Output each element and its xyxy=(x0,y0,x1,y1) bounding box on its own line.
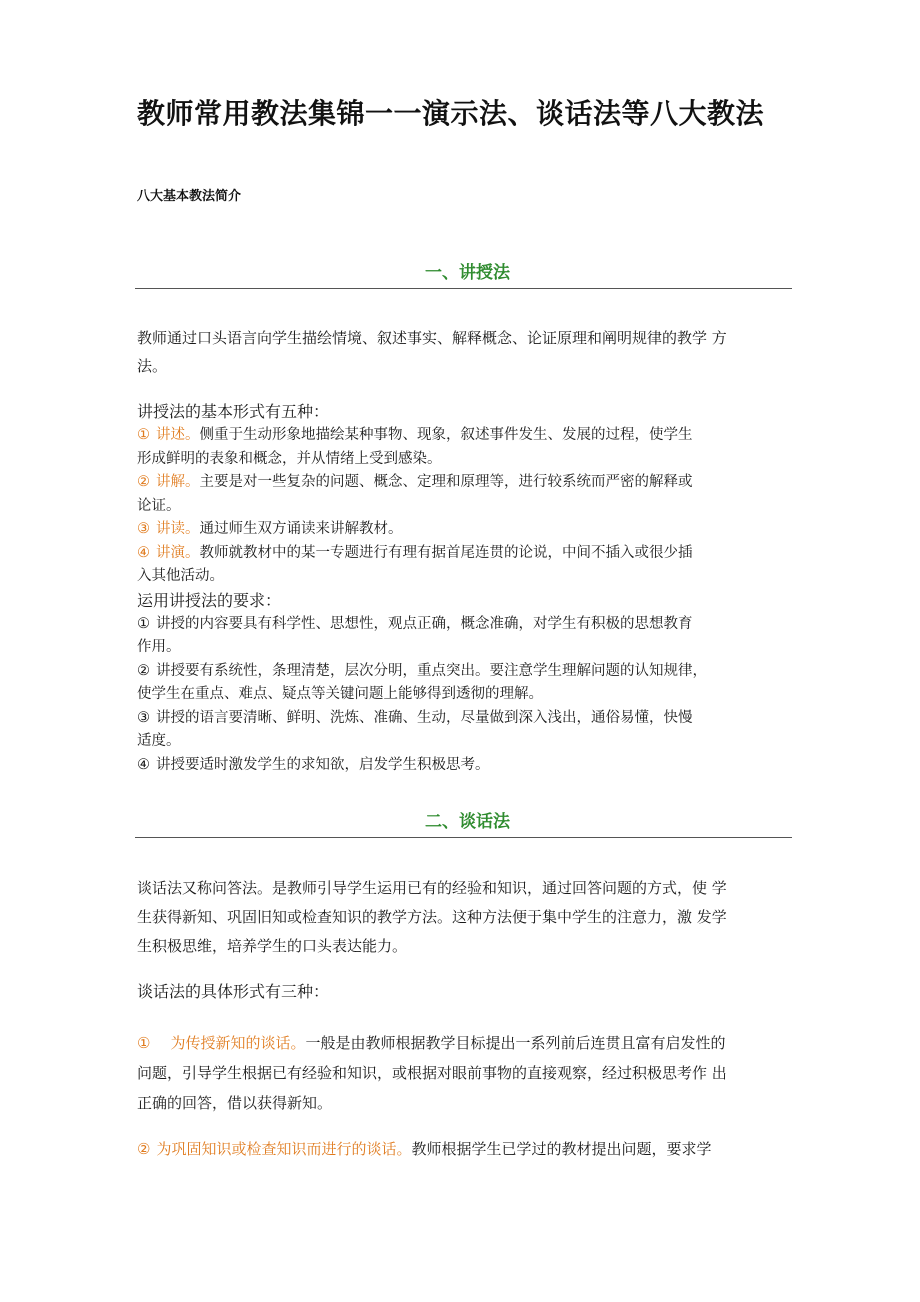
list-item-continuation: 使学生在重点、难点、疑点等关键问题上能够得到透彻的理解。 xyxy=(137,686,543,702)
list-item-text: 讲授要有系统性，条理清楚，层次分明，重点突出。要注意学生理解问题的认知规律， xyxy=(156,662,707,679)
requirements-lead: 运用讲授法的要求： xyxy=(137,590,282,610)
list-item-continuation: 论证。 xyxy=(137,497,181,514)
list-marker: ③ xyxy=(137,521,150,537)
list-marker: ② xyxy=(137,474,150,490)
list-item-text: 一般是由教师根据教学目标提出一系列前后连贯且富有启发性的 xyxy=(305,1034,726,1052)
list-item-text: 讲授要适时激发学生的求知欲，启发学生积极思考。 xyxy=(156,756,490,773)
paragraph-line: 教师通过口头语言向学生描绘情境、叙述事实、解释概念、论证原理和阐明规律的教学 方 xyxy=(137,329,727,347)
conversation-forms-lead: 谈话法的具体形式有三种： xyxy=(137,982,330,1001)
list-item-continuation: 作用。 xyxy=(137,639,181,655)
document-title: 教师常用教法集锦一一演示法、谈话法等八大教法 xyxy=(137,97,765,130)
lecture-forms-list xyxy=(137,400,789,777)
form-term: 讲读。 xyxy=(156,521,200,537)
form-term: 为传授新知的谈话。 xyxy=(170,1034,306,1052)
list-marker: ① xyxy=(137,1034,151,1052)
section-heading-conversation xyxy=(135,811,792,838)
section-heading-text: 二、谈话法 xyxy=(425,812,510,832)
paragraph-line: 生获得新知、巩固旧知或检查知识的教学方法。这种方法便于集中学生的注意力，激 发学 xyxy=(137,908,727,926)
paragraph-line: 生积极思维，培养学生的口头表达能力。 xyxy=(137,937,408,955)
forms-lead: 讲授法的基本形式有五种： xyxy=(137,402,330,421)
list-item-text: 讲授的语言要清晰、鲜明、洗炼、准确、生动，尽量做到深入浅出，通俗易懂，快慢 xyxy=(156,709,693,726)
section-heading-text: 一、讲授法 xyxy=(425,263,510,283)
list-marker: ② xyxy=(137,1140,151,1158)
list-item xyxy=(137,471,789,495)
lecture-intro xyxy=(137,324,789,380)
document-subtitle: 八大基本教法简介 xyxy=(137,189,242,204)
list-item-text: 教师就教材中的某一专题进行有理有据首尾连贯的论说，中间不插入或很少插 xyxy=(199,544,693,561)
conversation-intro xyxy=(137,874,789,961)
paragraph-line: 法。 xyxy=(137,357,168,375)
list-item xyxy=(137,424,789,448)
form-term: 讲演。 xyxy=(156,544,200,561)
list-item xyxy=(137,1135,789,1163)
list-item-continuation: 适度。 xyxy=(137,733,181,749)
list-item-text: 教师根据学生已学过的教材提出问题，要求学 xyxy=(411,1140,712,1158)
list-marker: ④ xyxy=(137,544,150,561)
list-marker: ③ xyxy=(137,709,150,726)
list-item-text: 侧重于生动形象地描绘某种事物、现象，叙述事件发生、发展的过程，使学生 xyxy=(199,427,693,443)
section-heading-lecture xyxy=(135,262,792,289)
list-item xyxy=(137,754,789,778)
conversation-form-2 xyxy=(137,1135,789,1163)
list-item-text: 讲授的内容要具有科学性、思想性，观点正确，概念准确，对学生有积极的思想教育 xyxy=(156,615,693,632)
list-item-text: 主要是对一些复杂的问题、概念、定理和原理等，进行较系统而严密的解释或 xyxy=(199,474,693,490)
list-item-text: 通过师生双方诵读来讲解教材。 xyxy=(199,521,403,537)
list-item xyxy=(137,613,789,637)
list-marker: ② xyxy=(137,662,150,679)
list-item xyxy=(137,707,789,731)
form-term: 为巩固知识或检查知识而进行的谈话。 xyxy=(156,1140,412,1158)
list-marker: ① xyxy=(137,427,150,443)
list-item xyxy=(137,542,789,566)
paragraph-line: 谈话法又称问答法。是教师引导学生运用已有的经验和知识，通过回答问题的方式，使 学 xyxy=(137,879,727,897)
list-item xyxy=(137,518,789,542)
list-marker: ① xyxy=(137,615,150,632)
list-item-continuation: 问题，引导学生根据已有经验和知识，或根据对眼前事物的直接观察，经过积极思考作 出 xyxy=(137,1064,727,1082)
list-item xyxy=(137,1028,789,1058)
form-term: 讲述。 xyxy=(156,427,200,443)
form-term: 讲解。 xyxy=(156,474,200,490)
list-item-continuation: 入其他活动。 xyxy=(137,568,224,584)
conversation-form-1 xyxy=(137,1028,789,1118)
list-item xyxy=(137,660,789,684)
list-marker: ④ xyxy=(137,756,150,773)
list-item-continuation: 正确的回答，借以获得新知。 xyxy=(137,1094,333,1112)
list-item-continuation: 形成鲜明的表象和概念，并从情绪上受到感染。 xyxy=(137,450,442,467)
